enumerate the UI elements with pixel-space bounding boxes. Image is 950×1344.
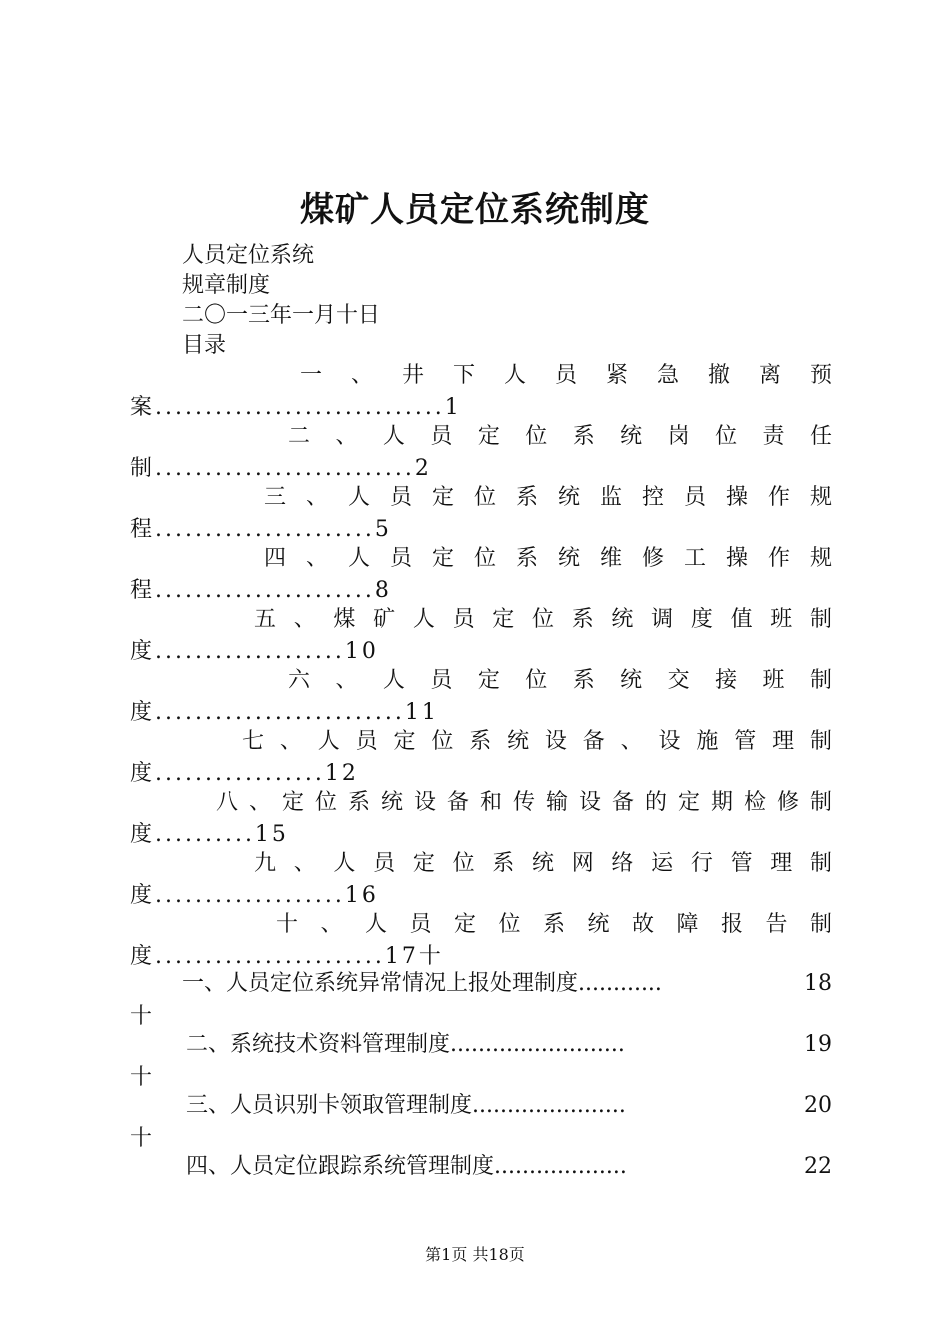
- continuation-char: 十: [130, 1126, 153, 1151]
- toc-entry: [130, 360, 832, 424]
- toc-entry-label: 三、人员识别卡领取管理制度......................: [186, 1093, 626, 1118]
- toc-entry-page: 程......................5: [130, 517, 392, 542]
- toc-entry: [130, 726, 832, 790]
- toc-entry-title: 十 、 人 员 定 位 系 统 故 障 报 告 制: [276, 912, 832, 937]
- continuation-char: 十: [130, 1004, 153, 1029]
- continuation-char: 十: [130, 1065, 153, 1090]
- toc-entry-title: 一 、 井 下 人 员 紧 急 撤 离 预: [300, 363, 832, 388]
- toc-entry-page: 度...................10: [130, 639, 379, 664]
- page-footer: 第1页 共18页: [425, 1245, 525, 1264]
- toc-entry-page: 度.........................11: [130, 700, 439, 725]
- toc-entry-title: 四 、 人 员 定 位 系 统 维 修 工 操 作 规: [264, 546, 832, 571]
- toc-entry-flat: [182, 968, 832, 1000]
- toc-entry-title: 七 、 人 员 定 位 系 统 设 备 、 设 施 管 理 制: [242, 729, 832, 754]
- toc-entry-title: 五 、 煤 矿 人 员 定 位 系 统 调 度 值 班 制: [254, 607, 832, 632]
- toc-entry: [130, 787, 832, 851]
- toc-entry-page: 度...................16: [130, 883, 379, 908]
- toc-entry-title: 九 、 人 员 定 位 系 统 网 络 运 行 管 理 制: [254, 851, 832, 876]
- toc-entry-title: 二 、 人 员 定 位 系 统 岗 位 责 任: [288, 424, 832, 449]
- toc-entry-label: 四、人员定位跟踪系统管理制度...................: [186, 1154, 627, 1179]
- toc-entry: [130, 421, 832, 485]
- toc-entry-page-number: 20: [804, 1093, 832, 1118]
- toc-entry: [130, 848, 832, 912]
- toc-entry: [130, 482, 832, 546]
- toc-entry-page-number: 22: [804, 1154, 832, 1179]
- toc-entry-label: 二、系统技术资料管理制度.........................: [186, 1032, 625, 1057]
- toc-entry-page: 案.............................1: [130, 395, 462, 420]
- intro-date: 二〇一三年一月十日: [182, 303, 381, 328]
- toc-entry-page: 度.................12: [130, 761, 359, 786]
- toc-entry-page-number: 18: [804, 971, 832, 996]
- toc-entry-page-number: 19: [804, 1032, 832, 1057]
- toc-entry-label: 一、人员定位系统异常情况上报处理制度............: [182, 971, 662, 996]
- toc-entry-title: 八 、 定 位 系 统 设 备 和 传 输 设 备 的 定 期 检 修 制: [216, 790, 832, 815]
- toc-entry: [130, 909, 832, 973]
- intro-regulations: 规章制度: [182, 273, 271, 298]
- toc-entry-title: 六 、 人 员 定 位 系 统 交 接 班 制: [288, 668, 832, 693]
- toc-entry-flat: [182, 1151, 832, 1183]
- toc-entry-flat: [182, 1090, 832, 1122]
- toc-heading: 目录: [182, 333, 227, 358]
- toc-entry: [130, 604, 832, 668]
- document-title: 煤矿人员定位系统制度: [300, 190, 650, 230]
- toc-entry-page: 程......................8: [130, 578, 392, 603]
- intro-system-name: 人员定位系统: [182, 243, 315, 268]
- toc-entry-page: 制..........................2: [130, 456, 432, 481]
- toc-entry-title: 三 、 人 员 定 位 系 统 监 控 员 操 作 规: [264, 485, 832, 510]
- toc-entry-page: 度.......................17十: [130, 944, 444, 969]
- toc-entry-page: 度..........15: [130, 822, 289, 847]
- toc-entry-flat: [182, 1029, 832, 1061]
- toc-entry: [130, 665, 832, 729]
- toc-entry: [130, 543, 832, 607]
